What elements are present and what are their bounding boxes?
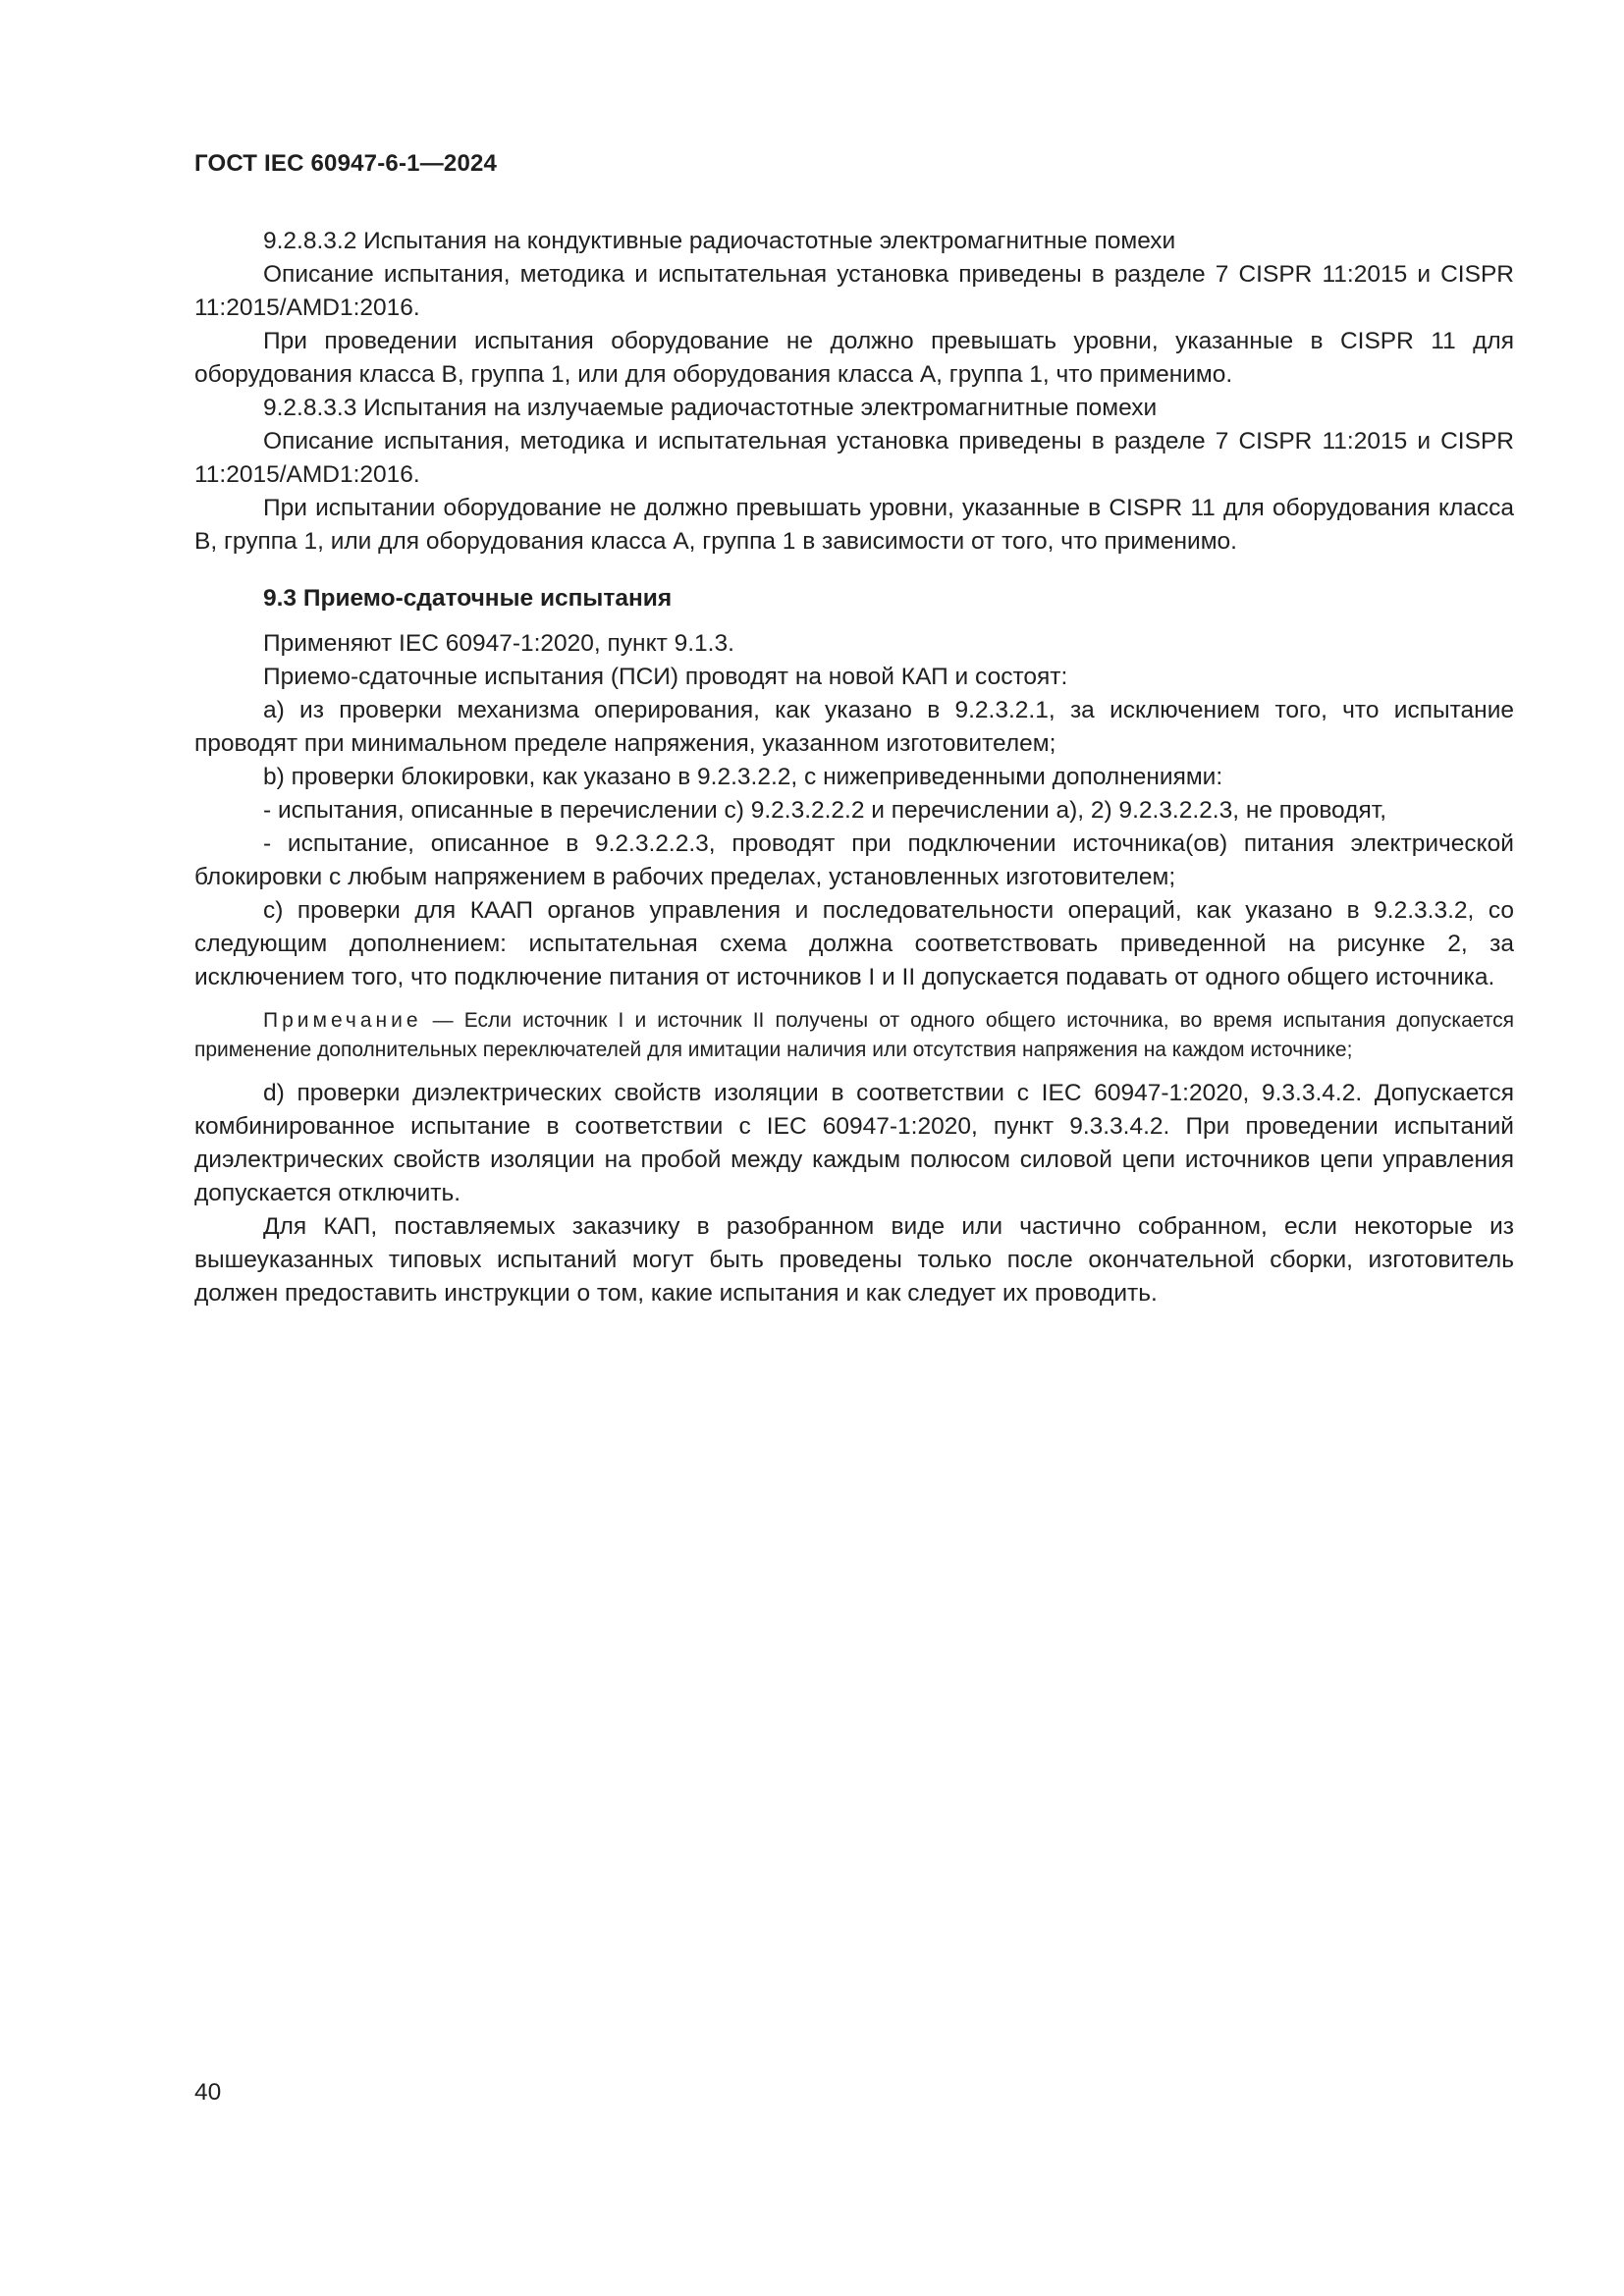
paragraph: Для КАП, поставляемых заказчику в разобранном виде или частично собранном, если некоторые из вышеуказанных типовых испытаний могут быть проведены только после окончательной сборки, изготовитель должен предоставить инструкции о том, какие испытания и как следует их проводить. — [194, 1213, 1514, 1307]
paragraph: Описание испытания, методика и испытательная установка приведены в разделе 7 CISPR 11:2015 и CISPR 11:2015/AMD1:2016. — [194, 428, 1514, 488]
list-item-dash: - испытания, описанные в перечислении с) 9.2.3.2.2.2 и перечислении а), 2) 9.2.3.2.2.3, не проводят, — [263, 797, 1387, 824]
paragraph: При испытании оборудование не должно превышать уровни, указанные в CISPR 11 для оборудования класса В, группа 1, или для оборудования класса А, группа 1 в зависимости от того, что применимо. — [194, 495, 1514, 555]
paragraph: Применяют IEC 60947-1:2020, пункт 9.1.3. — [263, 630, 734, 657]
paragraph: При проведении испытания оборудование не должно превышать уровни, указанные в CISPR 11 для оборудования класса В, группа 1, или для оборудования класса А, группа 1, что применимо. — [194, 328, 1514, 388]
note-label: Примечание — [263, 1009, 422, 1032]
paragraph: Приемо-сдаточные испытания (ПСИ) проводят на новой КАП и состоят: — [263, 664, 1068, 690]
section-heading-9-3: 9.3 Приемо-сдаточные испытания — [263, 585, 673, 612]
paragraph-9-2-8-3-3: 9.2.8.3.3 Испытания на излучаемые радиочастотные электромагнитные помехи — [263, 395, 1158, 421]
page-body — [194, 225, 1514, 1310]
list-item-d: d) проверки диэлектрических свойств изоляции в соответствии с IEC 60947-1:2020, 9.3.3.4.2. Допускается комбинированное испытание в соответствии с IEC 60947-1:2020, пункт 9.3.3.4.2. При проведении испытаний диэлектрических свойств изоляции на пробой между каждым полюсом силовой цепи источников цепи управления допускается отключить. — [194, 1080, 1514, 1206]
list-item-c: с) проверки для КААП органов управления и последовательности операций, как указано в 9.2.3.3.2, со следующим дополнением: испытательная схема должна соответствовать приведенной на рисунке 2, за исключением того, что подключение питания от источников I и II допускается подавать от одного общего источника. — [194, 897, 1514, 990]
list-item-dash: - испытание, описанное в 9.2.3.2.2.3, проводят при подключении источника(ов) питания электрической блокировки с любым напряжением в рабочих пределах, установленных изготовителем; — [194, 830, 1514, 890]
list-item-b: b) проверки блокировки, как указано в 9.2.3.2.2, с нижеприведенными дополнениями: — [263, 764, 1223, 790]
paragraph-9-2-8-3-2: 9.2.8.3.2 Испытания на кондуктивные радиочастотные электромагнитные помехи — [263, 228, 1176, 254]
document-header: ГОСТ IEC 60947-6-1—2024 — [194, 150, 498, 177]
page-number: 40 — [194, 2079, 222, 2106]
note-text: — Если источник I и источник II получены от одного общего источника, во время испытания допускается применение дополнительных переключателей для имитации наличия или отсутствия напряжения на каждом источнике; — [194, 1009, 1514, 1061]
paragraph: Описание испытания, методика и испытательная установка приведены в разделе 7 CISPR 11:2015 и CISPR 11:2015/AMD1:2016. — [194, 261, 1514, 321]
list-item-a: а) из проверки механизма оперирования, как указано в 9.2.3.2.1, за исключением того, что испытание проводят при минимальном пределе напряжения, указанном изготовителем; — [194, 697, 1514, 757]
note — [194, 1006, 1514, 1065]
